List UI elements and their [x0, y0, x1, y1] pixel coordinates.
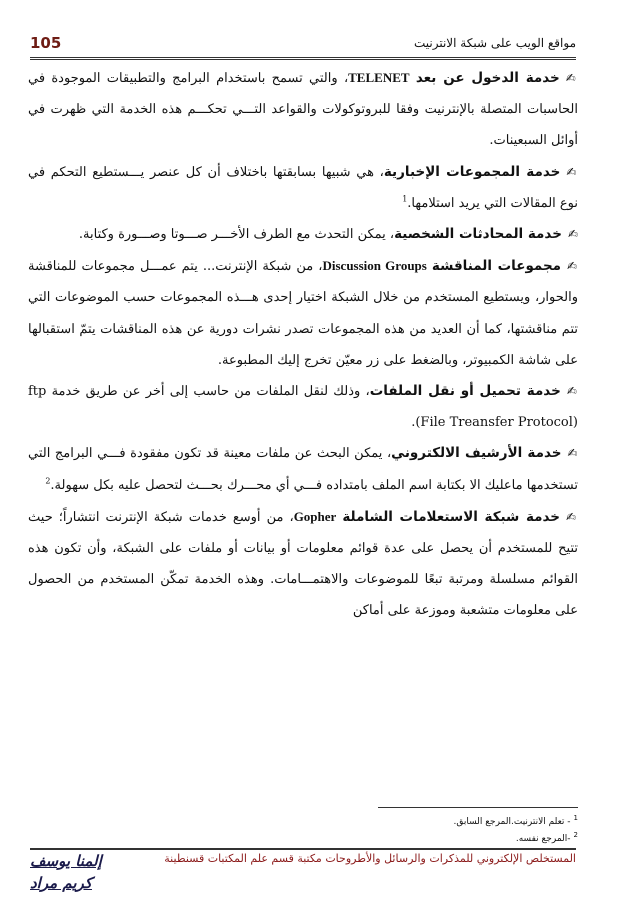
- paragraph-chat: [28, 219, 578, 250]
- footnote-1: [178, 812, 578, 829]
- writing-hand-icon: ✍: [567, 259, 579, 274]
- header-title: مواقع الويب على شبكة الانترنيت: [413, 36, 576, 50]
- footnotes: [178, 812, 578, 846]
- paragraph-archive: [28, 438, 578, 500]
- paragraph-heading: خدمة المجموعات الإخبارية: [383, 163, 561, 180]
- paragraph-heading: مجموعات المناقشة: [431, 258, 562, 275]
- signature-line-1: إلمنا يوسف: [30, 852, 102, 870]
- writing-hand-icon: ✍: [567, 446, 579, 461]
- body-text: [28, 62, 578, 627]
- paragraph-heading: خدمة الأرشيف الالكتروني: [391, 445, 562, 462]
- page-footer: المستخلص الإلكتروني للمذكرات والرسائل والأطروحات مكتبة قسم علم المكتبات قسنطينة: [164, 852, 576, 865]
- paragraph-heading: خدمة شبكة الاستعلامات الشاملة: [342, 508, 561, 525]
- page-header: [30, 34, 576, 58]
- footnote-number: 2: [573, 831, 578, 839]
- paragraph-discussion: [28, 250, 578, 376]
- latin-term: TELENET: [348, 70, 410, 85]
- writing-hand-icon: ✍: [566, 384, 578, 399]
- signature-line-2: كريم مراد: [30, 874, 92, 892]
- paragraph-ftp: [28, 376, 578, 438]
- paragraph-news-groups: [28, 157, 578, 219]
- paragraph-heading: خدمة تحميل أو نقل الملفات: [369, 383, 561, 400]
- footnote-text: -المرجع نفسه.: [515, 834, 571, 844]
- writing-hand-icon: ✍: [567, 227, 578, 242]
- footnote-rule: [378, 807, 578, 808]
- writing-hand-icon: ✍: [566, 509, 579, 524]
- latin-term: Gopher: [293, 508, 337, 524]
- writing-hand-icon: ✍: [566, 164, 578, 179]
- paragraph-text: ، والتي تسمح باستخدام البرامج والتطبيقات الموجودة في الحاسبات المتصلة بالإنترنيت وفقا للبروتوكولات والقواعد التـــي تحكـــم هذه الخدمة التي ظهرت في أوائل السبعينات.: [28, 71, 578, 149]
- paragraph-text: ، هي شبيها بسابقتها باختلاف أن كل عنصر يـــستطيع التحكم في نوع المقالات التي يريد استلامها.: [28, 164, 578, 211]
- latin-term: Discussion Groups: [322, 258, 427, 274]
- paragraph-text: ، من أوسع خدمات شبكة الإنترنت انتشاراً؛ حيث تتيح للمستخدم أن يحصل على عدة قوائم معلومات أو بيانات أو ملفات على الشبكة، وأن تكون هذه القوائم مسلسلة ومرتبة تبعًا للموضوعات والاهتمـــامات. وهذه الخدمة تمكّن المستخدم من الحصول على معلومات متشعبة وموزعة على أماكن: [28, 509, 578, 619]
- paragraph-gopher: [28, 501, 578, 627]
- footer-rule: [30, 848, 576, 850]
- paragraph-text: ، وذلك لنقل الملفات من حاسب إلى أخر عن طريق خدمة ftp (File Treansfer Protocol).: [28, 384, 578, 431]
- paragraph-heading: خدمة المحادثات الشخصية: [394, 226, 562, 243]
- paragraph-telenet: [28, 62, 578, 157]
- page-number: 105: [30, 34, 62, 52]
- footnote-2: [178, 829, 578, 846]
- paragraph-text: ، يمكن التحدث مع الطرف الأخـــر صـــوتا وصـــورة وكتابة.: [78, 227, 395, 243]
- footnote-text: - تعلم الانترنيت.المرجع السابق.: [453, 817, 571, 827]
- header-rule: [30, 57, 576, 60]
- footnote-ref: 2: [45, 476, 51, 486]
- paragraph-text: ، يمكن البحث عن ملفات معينة قد تكون مفقودة فـــي البرامج التي تستخدمها ماعليك الا بكتابة اسم الملف بامتداده فـــي أي محـــرك بحـــث لتحصل عليه بكل سهولة.: [28, 446, 578, 493]
- paragraph-heading: خدمة الدخول عن بعد: [415, 70, 560, 86]
- paragraph-text: ، من شبكة الإنترنت... يتم عمـــل مجموعات للمناقشة والحوار، ويستطيع المستخدم من خلال الشبكة اختيار إحدى هـــذه المجموعات حسب الموضوعات التي تتم مناقشتها، كما أن العديد من هذه المجموعات تصدر نشرات دورية عن هذه المناقشات يتمّ استقبالها على شاشة الكمبيوتر، وبالضغط على زر معيّن تخرج إليك المطبوعة.: [28, 259, 578, 368]
- signature: [30, 852, 140, 898]
- writing-hand-icon: ✍: [565, 71, 578, 85]
- footnote-number: 1: [573, 814, 578, 822]
- footnote-ref: 1: [402, 194, 408, 204]
